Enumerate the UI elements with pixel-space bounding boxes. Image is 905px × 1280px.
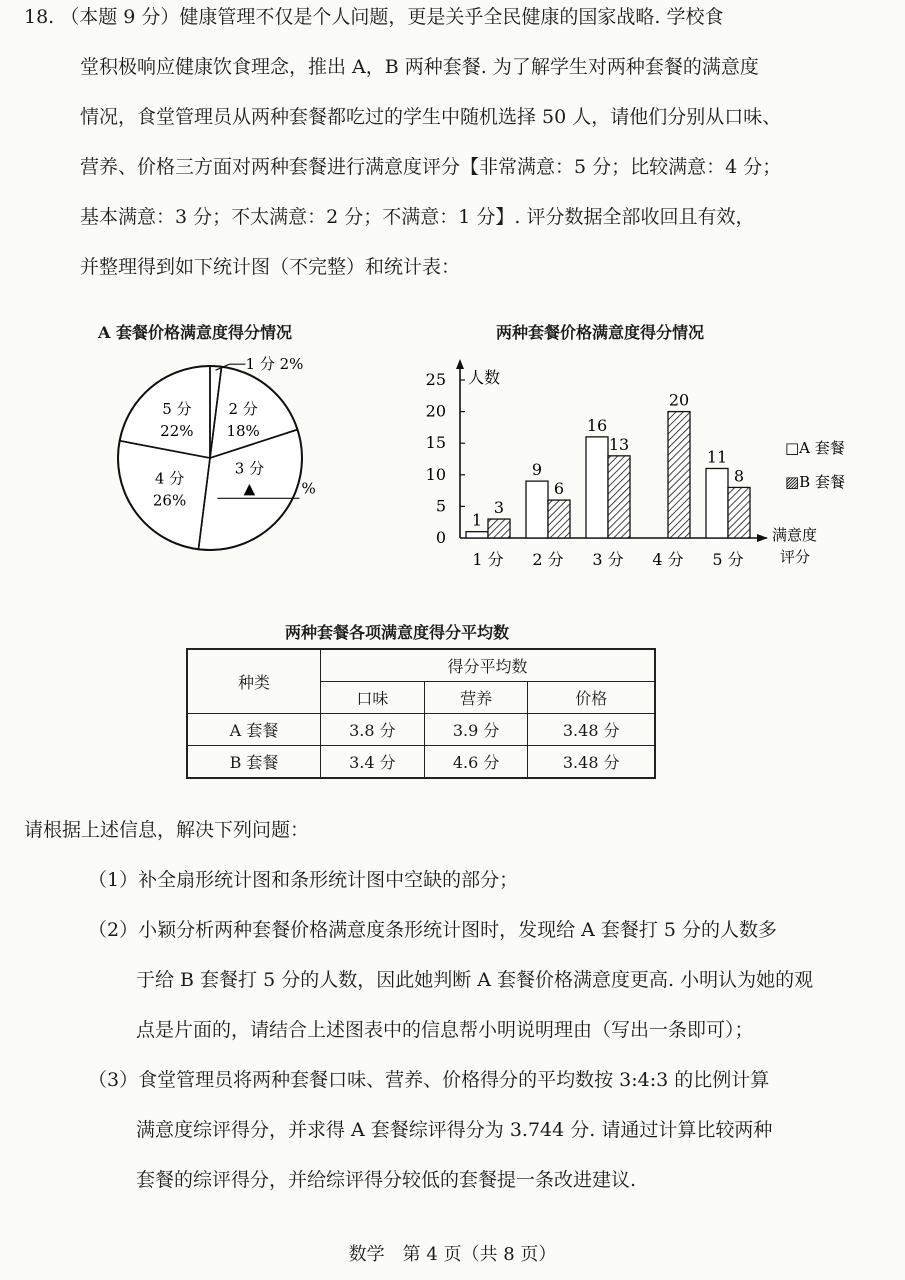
- y-tick-label: 10: [425, 464, 446, 484]
- table-row: [187, 746, 655, 779]
- bar-b: [728, 487, 750, 538]
- y-tick-label: 20: [425, 401, 446, 421]
- pie-slice-label: 2 分: [228, 399, 258, 418]
- x-axis-arrow: [757, 534, 768, 542]
- questions-intro: 请根据上述信息，解决下列问题：: [24, 819, 310, 841]
- pie-slice-label: 4 分: [154, 469, 185, 488]
- x-tick-label: 2 分: [532, 550, 564, 569]
- y-axis-label: 人数: [468, 368, 501, 387]
- table-cell: 4.6 分: [424, 746, 528, 779]
- table-cell: 3.9 分: [424, 714, 528, 746]
- pie-label-1: 1 分 2%: [245, 355, 304, 374]
- bar-a: [586, 437, 608, 538]
- column-header: 营养: [424, 682, 528, 714]
- x-tick-label: 5 分: [712, 550, 744, 569]
- table-cell: 3.48 分: [528, 746, 655, 779]
- y-axis-arrow: [456, 359, 464, 369]
- problem-statement: [24, 0, 884, 292]
- bar-data-label: 20: [668, 390, 690, 410]
- problem-line: 堂积极响应健康饮食理念，推出 A，B 两种套餐. 为了解学生对两种套餐的满意度: [80, 56, 759, 78]
- header-kind: 种类: [187, 649, 321, 714]
- bar-data-label: 3: [493, 498, 505, 518]
- question-2-line: （2）小颖分析两种套餐价格满意度条形统计图时，发现给 A 套餐打 5 分的人数多: [88, 919, 778, 941]
- table-title: 两种套餐各项满意度得分平均数: [285, 623, 510, 642]
- x-axis-label: 满意度: [772, 526, 818, 544]
- header-group: 得分平均数: [321, 649, 656, 682]
- x-axis-label: 评分: [780, 548, 811, 566]
- bar-data-label: 16: [586, 415, 608, 435]
- problem-line: 并整理得到如下统计图（不完整）和统计表：: [80, 256, 461, 278]
- problem-line: 营养、价格三方面对两种套餐进行满意度评分【非常满意：5 分；比较满意：4 分；: [80, 156, 782, 178]
- table-cell: 3.8 分: [321, 714, 425, 746]
- question-3-line: （3）食堂管理员将两种套餐口味、营养、价格得分的平均数按 3:4:3 的比例计算: [88, 1069, 770, 1091]
- y-tick-label: 0: [435, 528, 446, 547]
- pie-chart-title: A 套餐价格满意度得分情况: [98, 323, 292, 342]
- row-name: B 套餐: [187, 746, 321, 779]
- question-2-line: 点是片面的，请结合上述图表中的信息帮小明说明理由（写出一条即可）；: [136, 1019, 754, 1041]
- bar-b: [668, 412, 690, 538]
- bar-data-label: 6: [553, 479, 565, 499]
- table-cell: 3.48 分: [528, 714, 655, 746]
- pie-slice-value: 18%: [226, 421, 260, 440]
- bar-data-label: 11: [706, 447, 728, 467]
- bar-b: [488, 519, 510, 538]
- pie-slice-value: 26%: [152, 491, 187, 510]
- table-row: [187, 714, 655, 746]
- pie-blank-marker: ▲: [243, 479, 256, 498]
- legend-b: ▨B 套餐: [785, 473, 845, 491]
- column-header: 口味: [321, 682, 425, 714]
- y-tick-label: 25: [425, 370, 446, 389]
- x-tick-label: 4 分: [652, 550, 684, 569]
- bar-data-label: 8: [733, 466, 745, 486]
- y-tick-label: 15: [425, 433, 446, 453]
- table-cell: 3.4 分: [321, 746, 425, 779]
- bar-data-label: 13: [608, 434, 630, 454]
- problem-line: 情况，食堂管理员从两种套餐都吃过的学生中随机选择 50 人，请他们分别从口味、: [80, 106, 782, 128]
- row-name: A 套餐: [187, 714, 321, 746]
- bar-data-label: 1: [471, 510, 483, 530]
- average-score-table: [186, 648, 656, 779]
- question-3-line: 套餐的综评得分，并给综评得分较低的套餐提一条改进建议.: [136, 1169, 637, 1191]
- pie-slice-value: 22%: [160, 421, 194, 440]
- problem-line: 基本满意：3 分；不太满意：2 分；不满意：1 分】. 评分数据全部收回且有效，: [80, 206, 755, 228]
- bar-a: [466, 532, 488, 538]
- page-footer: 数学 第 4 页（共 8 页）: [348, 1244, 557, 1265]
- pie-percent-sign: %: [301, 479, 316, 498]
- bar-a: [526, 481, 548, 538]
- bar-data-label: 9: [531, 460, 543, 480]
- question-1: （1）补全扇形统计图和条形统计图中空缺的部分；: [88, 869, 519, 891]
- pie-chart: [100, 350, 340, 570]
- problem-line: 18. （本题 9 分）健康管理不仅是个人问题，更是关乎全民健康的国家战略. 学校食: [24, 6, 724, 28]
- y-tick-label: 5: [435, 496, 446, 516]
- question-3-line: 满意度综评得分，并求得 A 套餐综评得分为 3.744 分. 请通过计算比较两种: [136, 1119, 773, 1141]
- bar-chart-title: 两种套餐价格满意度得分情况: [496, 323, 705, 342]
- pie-slice-label: 5 分: [162, 399, 192, 418]
- column-header: 价格: [528, 682, 655, 714]
- bar-chart: [400, 355, 880, 575]
- bar-a: [706, 468, 728, 538]
- legend-a: □A 套餐: [785, 439, 845, 457]
- pie-slice-label: 3 分: [234, 459, 265, 478]
- bar-b: [548, 500, 570, 538]
- x-tick-label: 1 分: [472, 550, 504, 569]
- x-tick-label: 3 分: [592, 550, 624, 569]
- questions: [24, 805, 884, 1205]
- bar-b: [608, 456, 630, 538]
- question-2-line: 于给 B 套餐打 5 分的人数，因此她判断 A 套餐价格满意度更高. 小明认为她的观: [136, 969, 814, 991]
